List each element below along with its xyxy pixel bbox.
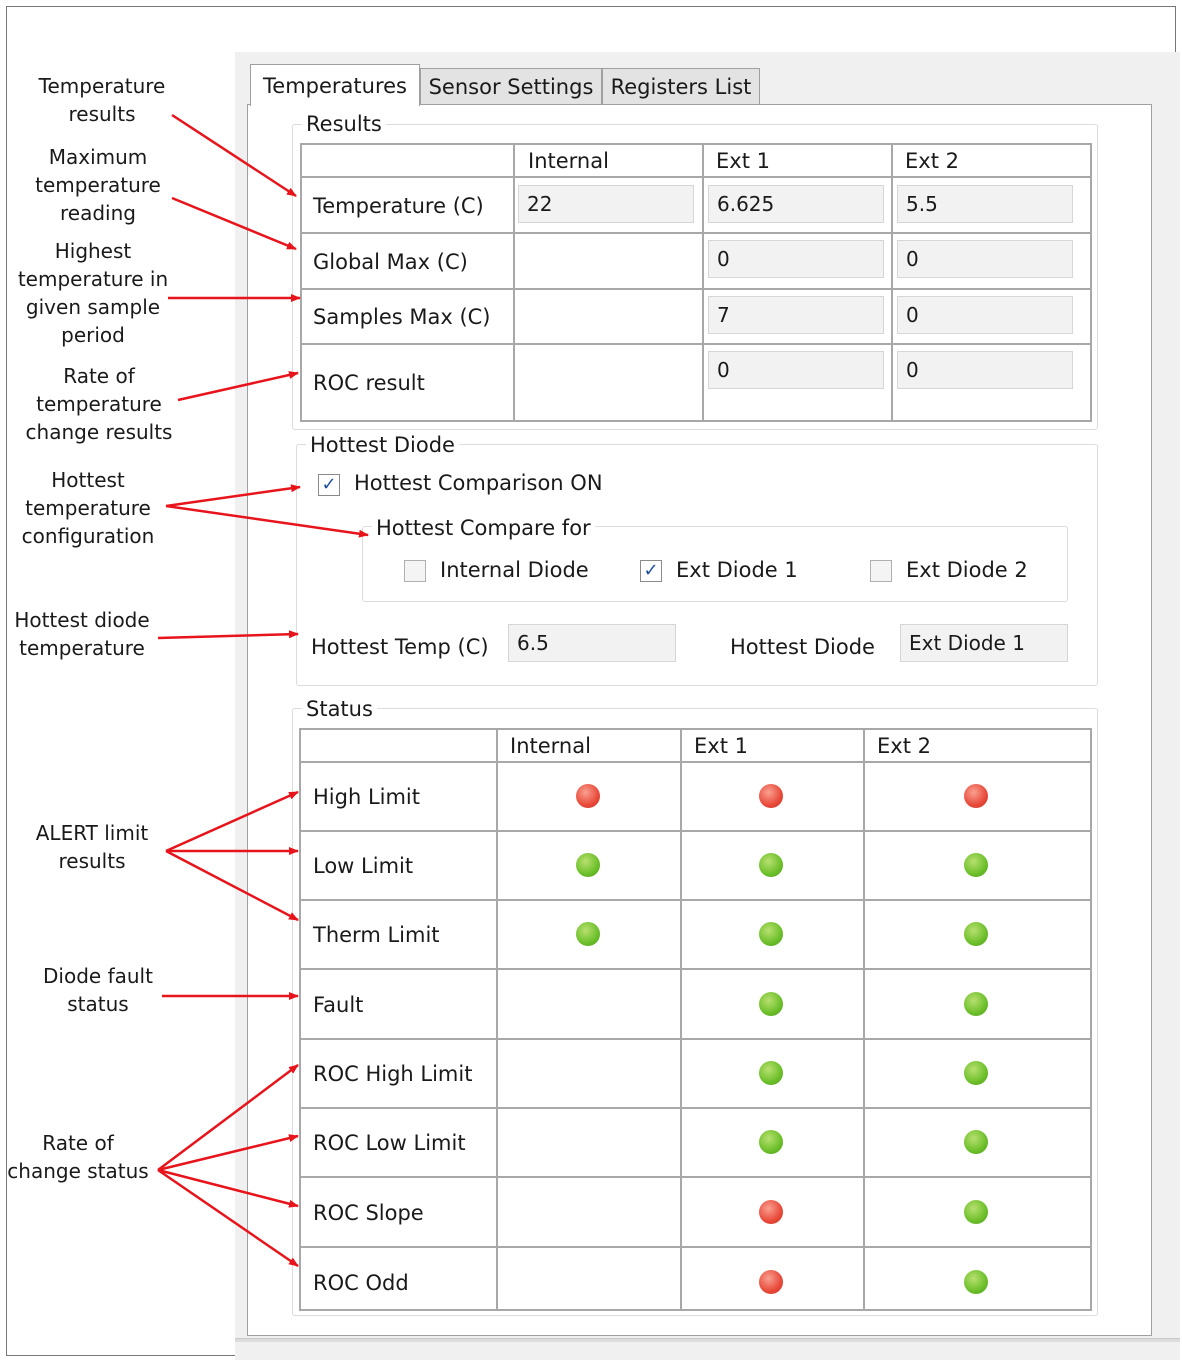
- results-header-ext1: Ext 1: [716, 149, 770, 173]
- annotation-alert-limit: ALERT limit results: [35, 821, 149, 873]
- arrow-alert-therm: [166, 851, 298, 920]
- results-row-label: Samples Max (C): [313, 305, 491, 329]
- hottest-comparison-label: Hottest Comparison ON: [354, 471, 603, 495]
- hottest-comparison-checkbox[interactable]: ✓: [318, 474, 340, 496]
- samples-max-ext2-field: 0: [897, 296, 1073, 334]
- results-header-internal: Internal: [528, 149, 609, 173]
- status-row-label: ROC Slope: [313, 1201, 424, 1225]
- temperature-ext1-field: 6.625: [708, 185, 884, 223]
- arrow-roc-odd: [158, 1170, 298, 1266]
- status-row-label: High Limit: [313, 785, 420, 809]
- status-row-label: Fault: [313, 993, 364, 1017]
- arrow-roc-slope: [158, 1170, 298, 1206]
- results-row-label: ROC result: [313, 371, 425, 395]
- status-row-label: ROC Low Limit: [313, 1131, 466, 1155]
- hottest-temp-label: Hottest Temp (C): [311, 635, 489, 659]
- annotation-diode-fault: Diode fault status: [43, 964, 153, 1016]
- annotation-rate-of-change-status: Rate of change status: [7, 1131, 149, 1183]
- results-header-ext2: Ext 2: [905, 149, 959, 173]
- hottest-diode-title: Hottest Diode: [306, 433, 459, 457]
- annotation-hottest-config: Hottest temperature configuration: [21, 468, 155, 548]
- temperature-ext2-field: 5.5: [897, 185, 1073, 223]
- hottest-diode-field: Ext Diode 1: [900, 624, 1068, 662]
- hottest-temp-field: 6.5: [508, 624, 676, 662]
- status-row-label: ROC Odd: [313, 1271, 409, 1295]
- results-row-label: Global Max (C): [313, 250, 468, 274]
- arrow-rate-of-change-results: [178, 373, 298, 400]
- annotation-hottest-diode-temp: Hottest diode temperature: [14, 608, 150, 660]
- roc-result-ext2-field: 0: [897, 351, 1073, 389]
- hottest-diode-label: Hottest Diode: [730, 635, 875, 659]
- annotation-maximum-reading: Maximum temperature reading: [35, 145, 161, 225]
- temperature-internal-field: 22: [518, 185, 694, 223]
- arrow-temperature-results: [172, 115, 296, 196]
- arrow-hottest-config-2: [166, 506, 368, 535]
- annotation-temperature-results: Temperature results: [38, 74, 166, 126]
- roc-result-ext1-field: 0: [708, 351, 884, 389]
- arrow-maximum-reading: [172, 198, 296, 249]
- tab-registers-list[interactable]: Registers List: [602, 68, 760, 104]
- results-title: Results: [302, 112, 386, 136]
- status-header-ext2: Ext 2: [877, 734, 931, 758]
- status-row-label: Therm Limit: [313, 923, 440, 947]
- status-row-label: Low Limit: [313, 854, 414, 878]
- results-row-label: Temperature (C): [313, 194, 484, 218]
- ext-diode-2-label: Ext Diode 2: [906, 558, 1028, 582]
- hottest-compare-for-title: Hottest Compare for: [372, 516, 595, 540]
- internal-diode-label: Internal Diode: [440, 558, 589, 582]
- samples-max-ext1-field: 7: [708, 296, 884, 334]
- ext-diode-1-checkbox[interactable]: ✓: [640, 560, 662, 582]
- arrow-hottest-config-1: [166, 487, 300, 506]
- global-max-ext1-field: 0: [708, 240, 884, 278]
- status-row-label: ROC High Limit: [313, 1062, 473, 1086]
- annotation-highest-in-period: Highest temperature in given sample period: [17, 239, 169, 347]
- tab-temperatures[interactable]: Temperatures: [250, 64, 420, 106]
- ext-diode-1-label: Ext Diode 1: [676, 558, 798, 582]
- arrow-alert-high: [166, 792, 298, 851]
- status-header-internal: Internal: [510, 734, 591, 758]
- arrow-hottest-diode-temp: [158, 634, 298, 638]
- global-max-ext2-field: 0: [897, 240, 1073, 278]
- tab-sensor-settings[interactable]: Sensor Settings: [420, 68, 602, 104]
- annotation-rate-of-change-results: Rate of temperature change results: [25, 364, 173, 444]
- status-header-ext1: Ext 1: [694, 734, 748, 758]
- status-title: Status: [302, 697, 377, 721]
